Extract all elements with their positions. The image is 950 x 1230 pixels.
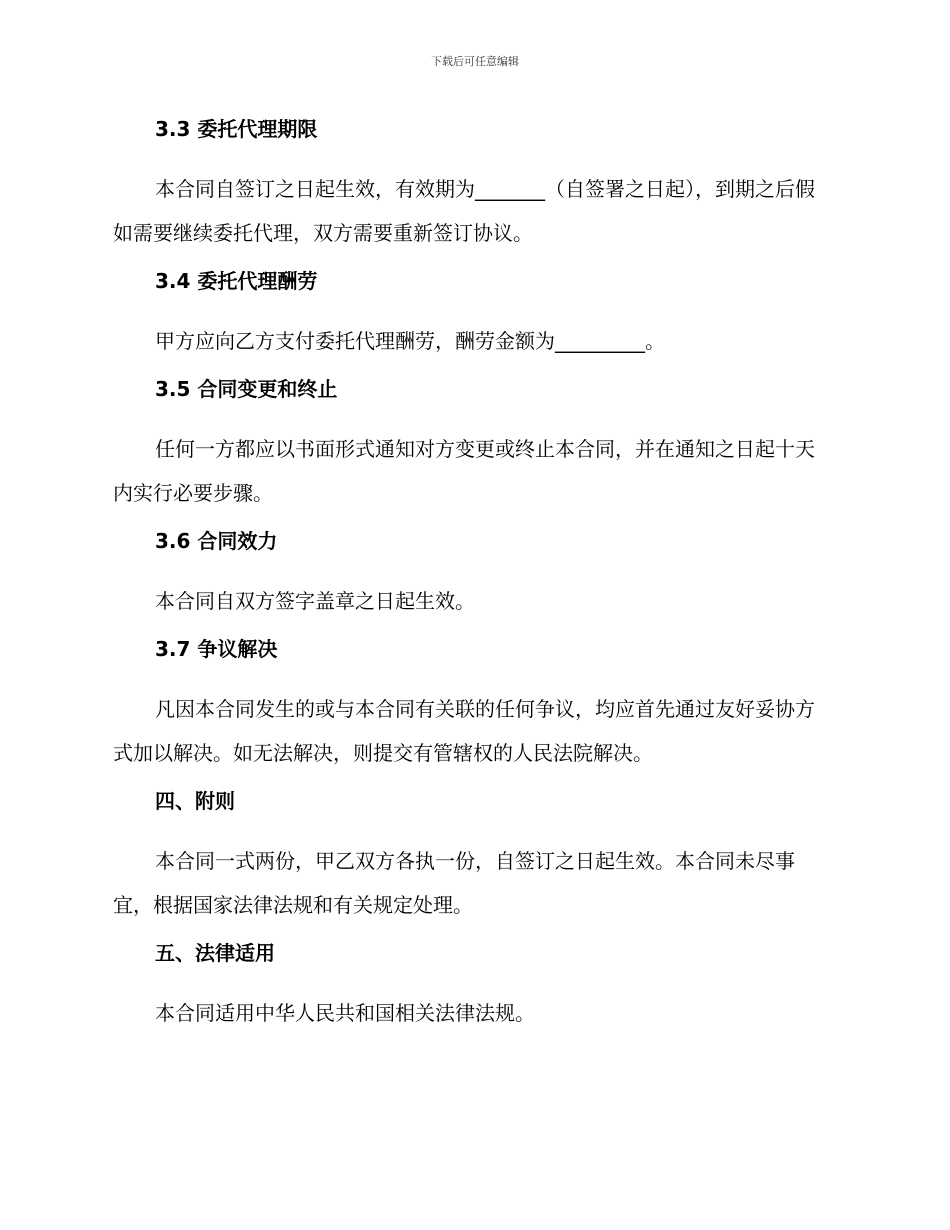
section-paragraph: 甲方应向乙方支付委托代理酬劳，酬劳金额为_________。 — [155, 329, 665, 353]
section-paragraph: 本合同一式两份，甲乙双方各执一份，自签订之日起生效。本合同未尽事宜，根据国家法律法规和有关规定处理。 — [113, 849, 795, 917]
document-body — [113, 113, 833, 1045]
section-heading: 3.5 合同变更和终止 — [155, 377, 338, 401]
section-heading: 五、法律适用 — [155, 941, 275, 965]
section-heading: 3.3 委托代理期限 — [155, 117, 318, 141]
section-5 — [113, 937, 833, 1035]
section-3-4 — [113, 265, 833, 363]
section-heading: 3.4 委托代理酬劳 — [155, 269, 318, 293]
section-paragraph: 本合同自签订之日起生效，有效期为_______（自签署之日起），到期之后假如需要继续委托代理，双方需要重新签订协议。 — [113, 177, 815, 245]
section-heading: 3.6 合同效力 — [155, 529, 278, 553]
section-paragraph: 任何一方都应以书面形式通知对方变更或终止本合同，并在通知之日起十天内实行必要步骤。 — [113, 437, 815, 505]
section-3-6 — [113, 525, 833, 623]
section-paragraph: 本合同自双方签字盖章之日起生效。 — [155, 589, 475, 613]
section-paragraph: 本合同适用中华人民共和国相关法律法规。 — [155, 1001, 535, 1025]
section-heading: 四、附则 — [155, 789, 235, 813]
section-paragraph: 凡因本合同发生的或与本合同有关联的任何争议，均应首先通过友好妥协方式加以解决。如无法解决，则提交有管辖权的人民法院解决。 — [113, 697, 815, 765]
page-header: 下载后可任意编辑 — [431, 55, 519, 68]
section-3-5 — [113, 373, 833, 515]
section-3-3 — [113, 113, 833, 255]
section-heading: 3.7 争议解决 — [155, 637, 278, 661]
section-3-7 — [113, 633, 833, 775]
section-4 — [113, 785, 833, 927]
